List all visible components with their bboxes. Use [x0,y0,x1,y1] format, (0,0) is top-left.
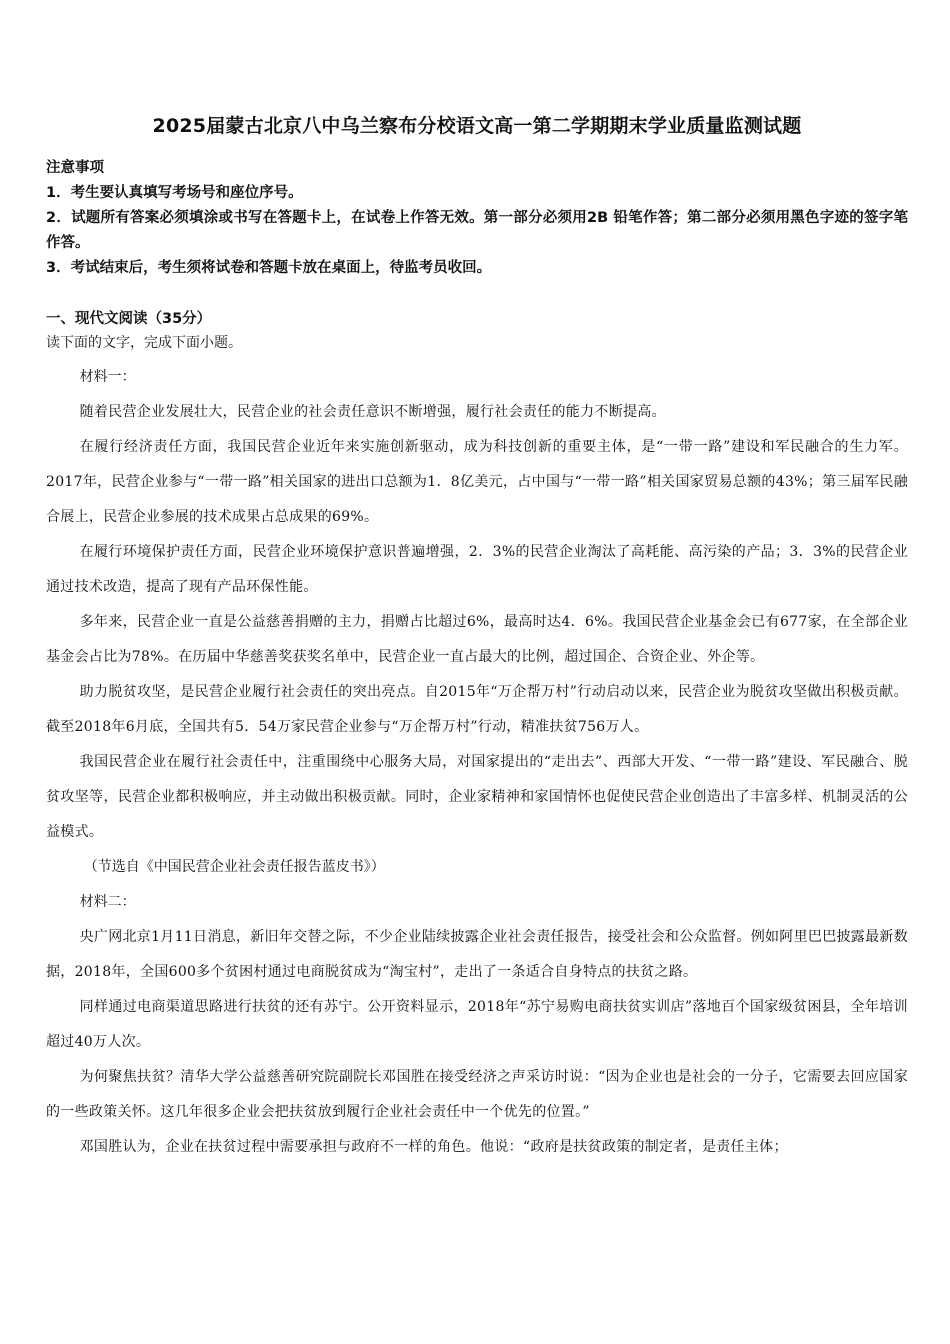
material-one-paragraph: 随着民营企业发展壮大，民营企业的社会责任意识不断增强，履行社会责任的能力不断提高。 [79,404,666,420]
material-one-source: （节选自《中国民营企业社会责任报告蓝皮书》） [83,859,385,875]
material-one [46,360,908,885]
material-two-paragraph: 邓国胜认为，企业在扶贫过程中需要承担与政府不一样的角色。他说：“政府是扶贫政策的制定者，是责任主体； [79,1139,788,1155]
material-one-paragraph: 助力脱贫攻坚，是民营企业履行社会责任的突出亮点。自2015年“万企帮万村”行动启动以来，民营企业为脱贫攻坚做出积极贡献。截至2018年6月底，全国共有5．54万家民营企业参与“万企帮万村”行动，精准扶贫756万人。 [46,684,908,735]
material-one-paragraph: 在履行环境保护责任方面，民营企业环境保护意识普遍增强，2．3%的民营企业淘汰了高耗能、高污染的产品；3．3%的民营企业通过技术改造，提高了现有产品环保性能。 [46,544,908,595]
material-two-paragraph: 同样通过电商渠道思路进行扶贫的还有苏宁。公开资料显示，2018年“苏宁易购电商扶贫实训店”落地百个国家级贫困县，全年培训超过40万人次。 [46,999,908,1050]
material-two [46,885,908,1165]
material-two-label: 材料二： [79,894,136,910]
material-two-paragraph: 为何聚焦扶贫？清华大学公益慈善研究院副院长邓国胜在接受经济之声采访时说：“因为企业也是社会的一分子，它需要去回应国家的一些政策关怀。这几年很多企业会把扶贫放到履行企业社会责任中一个优先的位置。” [46,1069,908,1120]
section-heading: 一、现代文阅读（35分） [46,311,212,327]
material-two-paragraph: 央广网北京1月11日消息，新旧年交替之际，不少企业陆续披露企业社会责任报告，接受社会和公众监督。例如阿里巴巴披露最新数据，2018年，全国600多个贫困村通过电商脱贫成为“淘宝村”，走出了一条适合自身特点的扶贫之路。 [46,929,909,980]
notice-item-2: 2．试题所有答案必须填涂或书写在答题卡上，在试卷上作答无效。第一部分必须用2B 铅笔作答；第二部分必须用黑色字迹的签字笔作答。 [46,210,908,251]
section-instruction: 读下面的文字，完成下面小题。 [46,335,242,351]
material-one-paragraph: 在履行经济责任方面，我国民营企业近年来实施创新驱动，成为科技创新的重要主体，是“一带一路”建设和军民融合的生力军。2017年，民营企业参与“一带一路”相关国家的进出口总额为1．8亿美元，占中国与“一带一路”相关国家贸易总额的43%；第三届军民融合展上，民营企业参展的技术成果占总成果的69%。 [46,439,908,525]
section-modern-reading [46,307,908,1165]
notice-heading: 注意事项 [46,160,104,176]
notice-item-3: 3．考试结束后，考生须将试卷和答题卡放在桌面上，待监考员收回。 [46,260,492,276]
exam-page [46,112,908,1165]
exam-title: 2025届蒙古北京八中乌兰察布分校语文高一第二学期期末学业质量监测试题 [152,115,802,137]
notice-block [46,156,908,281]
material-one-paragraph: 我国民营企业在履行社会责任中，注重围绕中心服务大局，对国家提出的“走出去”、西部大开发、“一带一路”建设、军民融合、脱贫攻坚等，民营企业都积极响应，并主动做出积极贡献。同时，企业家精神和家国情怀也促使民营企业创造出了丰富多样、机制灵活的公益模式。 [46,754,908,840]
material-one-paragraph: 多年来，民营企业一直是公益慈善捐赠的主力，捐赠占比超过6%，最高时达4．6%。我国民营企业基金会已有677家，在全部企业基金会占比为78%。在历届中华慈善奖获奖名单中，民营企业一直占最大的比例，超过国企、合资企业、外企等。 [46,614,908,665]
notice-item-1: 1．考生要认真填写考场号和座位序号。 [46,185,303,201]
material-one-label: 材料一： [79,369,136,385]
